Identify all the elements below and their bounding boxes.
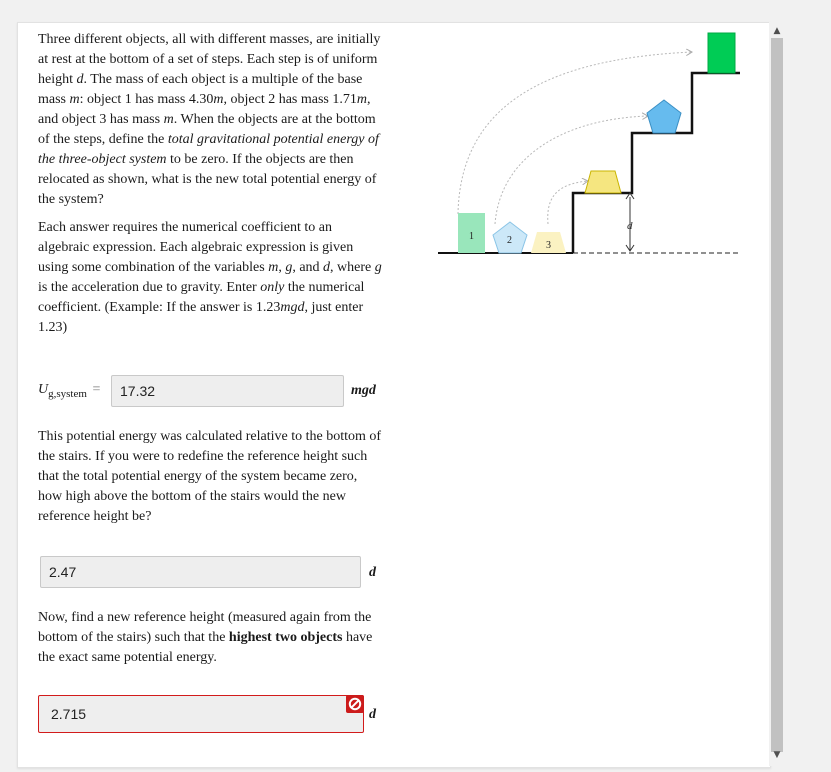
problem-panel — [17, 22, 771, 768]
object3-label: 3 — [546, 240, 551, 251]
var-g: g — [285, 260, 293, 275]
intro-text: , object 2 has mass 1.71 — [223, 92, 357, 107]
emphasis-text: total gravitational potential energy of the three-object system — [38, 132, 379, 167]
var-m: m — [69, 92, 80, 107]
problem-instructions — [38, 218, 384, 338]
var-m: m — [163, 112, 174, 127]
emphasis-only: only — [260, 280, 285, 295]
var-d: d — [323, 260, 331, 275]
instructions-text: , and — [292, 260, 324, 275]
label-equals: = — [92, 382, 101, 397]
answer1-label — [38, 382, 100, 400]
problem-intro — [38, 30, 384, 210]
object2-relocated — [647, 100, 681, 133]
var-m: m — [268, 260, 279, 275]
intro-text: Three different objects, all with different masses, are initially at rest at the bottom of a set of steps. Each step is of uniform height — [38, 32, 381, 87]
answer2-unit: d — [369, 565, 376, 580]
instructions-text: , where — [330, 260, 375, 275]
answer1-unit: mgd — [351, 383, 376, 398]
scrollbar[interactable] — [769, 22, 785, 766]
object1-relocated — [708, 33, 735, 73]
object3-relocated — [585, 171, 621, 193]
stairs-diagram — [420, 29, 740, 269]
intro-text: . When the objects are at the bottom of the steps, define the — [38, 112, 376, 147]
question2-paragraph: This potential energy was calculated relative to the bottom of the stairs. If you were to redefine the reference height such that the total potential energy of the system became zero, how high above the bottom of the stairs would the new reference height be? — [38, 429, 382, 524]
instructions-text: Each answer requires the numerical coefficient to an algebraic expression. Each algebraic expression is given using some combination of the variables — [38, 220, 354, 275]
instructions-text: , just enter 1.23) — [38, 300, 364, 335]
intro-text: . The mass of each object is a multiple of the base mass — [38, 72, 363, 107]
object1-label: 1 — [469, 231, 474, 242]
intro-text: to be zero. If the objects are then relocated as shown, what is the new total potential energy of the system? — [38, 152, 377, 207]
label-u: U — [38, 382, 49, 397]
trajectory-2 — [495, 116, 648, 224]
intro-text: , and object 3 has mass — [38, 92, 371, 127]
label-sub: g,system — [48, 387, 87, 400]
answer3-unit: d — [369, 707, 376, 722]
var-m: m — [213, 92, 224, 107]
var-m: m — [356, 92, 368, 107]
instructions-text: the numerical coefficient. (Example: If the answer is 1.23 — [38, 280, 365, 315]
trajectory-3 — [548, 181, 588, 224]
var-mgd: mgd — [280, 300, 305, 315]
error-icon — [346, 695, 364, 713]
var-g: g — [374, 260, 382, 275]
question3-text-part: Now, find a new reference height (measured again from the bottom of the stairs) such that the — [38, 610, 372, 645]
scroll-thumb[interactable] — [771, 38, 783, 752]
question2-text — [38, 427, 384, 527]
step-height-label: d — [627, 220, 633, 232]
scroll-up-arrow-icon[interactable]: ▲ — [773, 26, 781, 36]
answer2-input[interactable]: 2.47 — [40, 556, 361, 588]
answer1-input[interactable]: 17.32 — [111, 375, 344, 407]
question3-bold: highest two objects — [228, 630, 343, 645]
answer3-input[interactable]: 2.715 — [38, 695, 364, 733]
instructions-text: is the acceleration due to gravity. Enter — [38, 280, 261, 295]
scroll-down-arrow-icon[interactable]: ▼ — [773, 750, 781, 760]
intro-text: : object 1 has mass 4.30 — [79, 92, 214, 107]
object2-label: 2 — [507, 235, 512, 246]
question3-text-part: have the exact same potential energy. — [38, 630, 373, 665]
var-d: d — [76, 72, 84, 87]
question3-text — [38, 608, 384, 668]
stairs-outline — [573, 73, 740, 253]
instructions-text: , — [278, 260, 286, 275]
